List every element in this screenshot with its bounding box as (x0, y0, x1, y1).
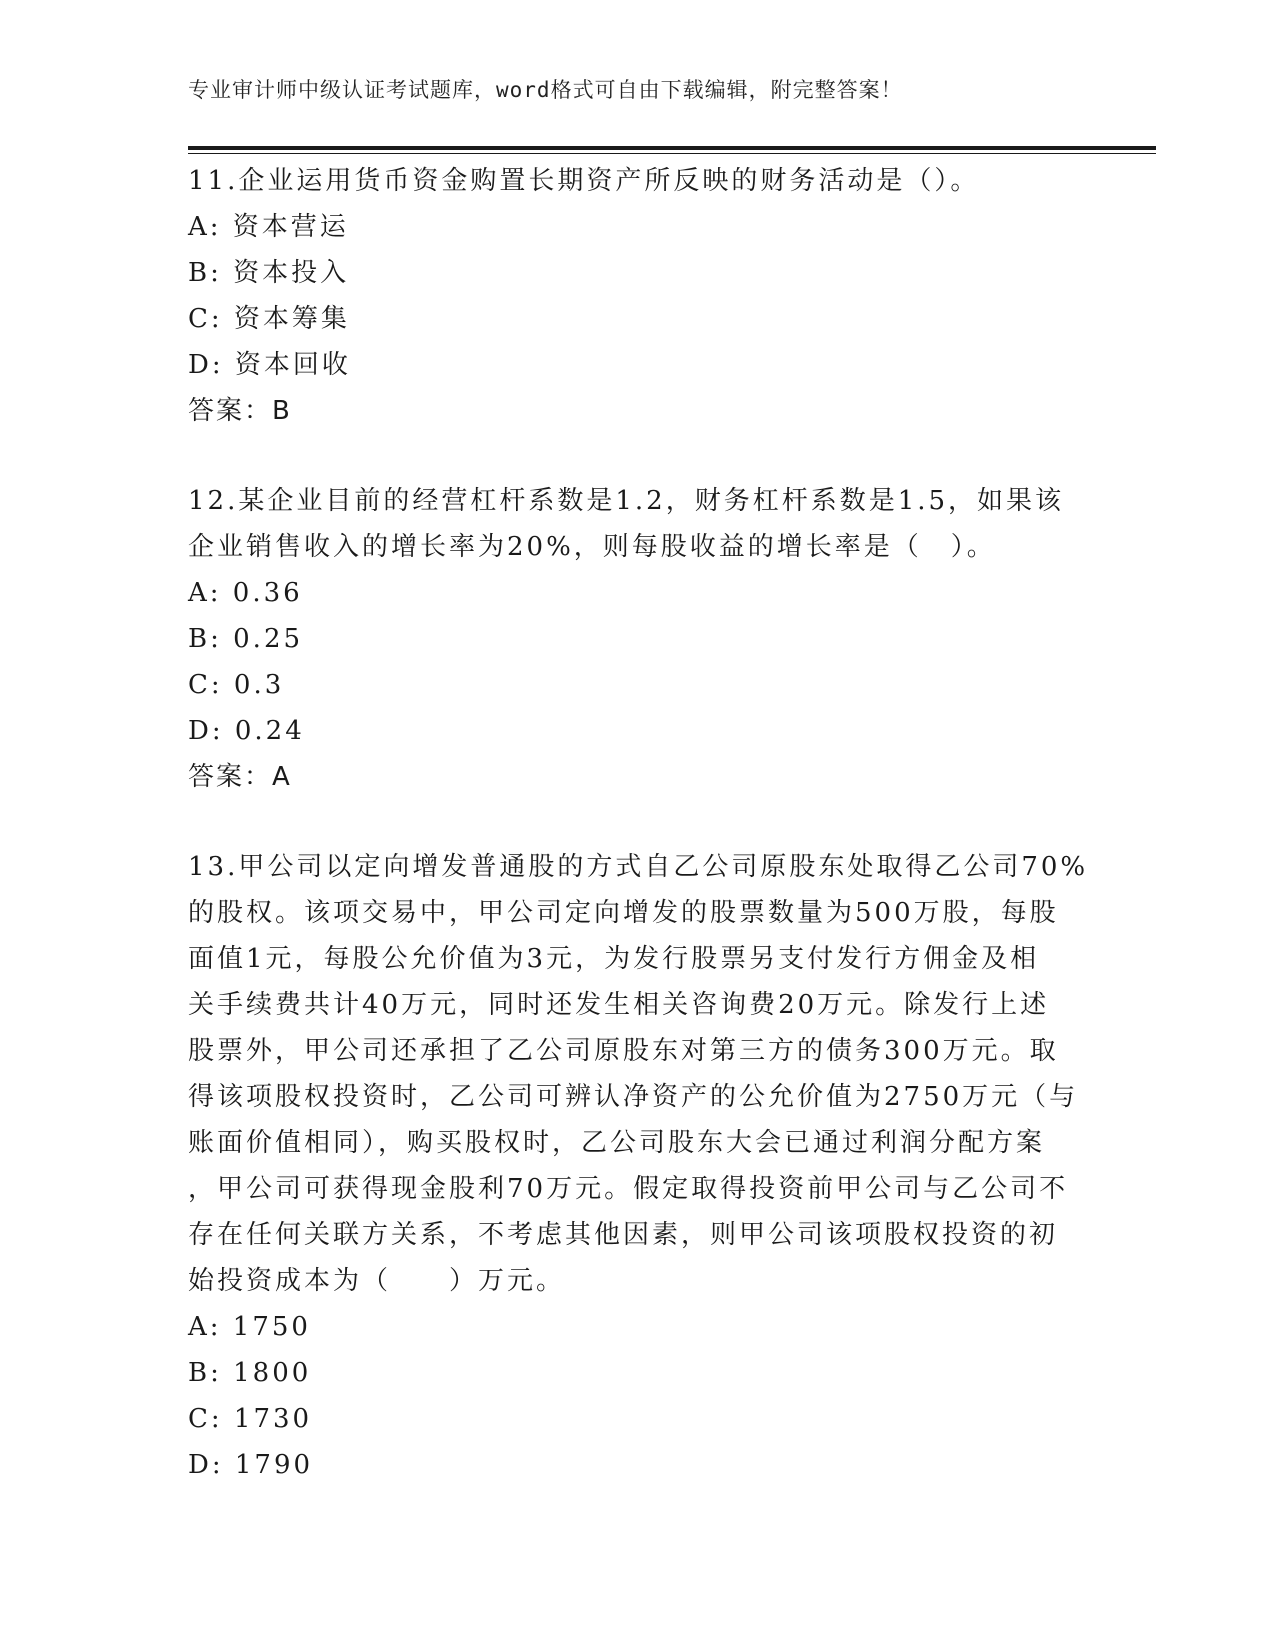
option-c: C: 0.3 (188, 670, 285, 700)
question-text-line: 面值1元，每股公允价值为3元，为发行股票另支付发行方佣金及相 (188, 944, 1040, 974)
header-rule-thick (188, 146, 1156, 150)
question-text-line: 12.某企业目前的经营杠杆系数是1.2，财务杠杆系数是1.5，如果该 (188, 486, 1065, 516)
question-text-line: 股票外，甲公司还承担了乙公司原股东对第三方的债务300万元。取 (188, 1036, 1059, 1066)
answer-label: 答案：B (188, 396, 292, 426)
question-text-line: 企业销售收入的增长率为20%，则每股收益的增长率是（ ）。 (188, 532, 996, 562)
option-b: B: 0.25 (188, 624, 304, 654)
question-text-line: 13.甲公司以定向增发普通股的方式自乙公司原股东处取得乙公司70% (188, 852, 1089, 882)
option-d: D: 0.24 (188, 716, 305, 746)
question-text-line: ，甲公司可获得现金股利70万元。假定取得投资前甲公司与乙公司不 (188, 1174, 1069, 1204)
question-text-line: 账面价值相同），购买股权时，乙公司股东大会已通过利润分配方案 (188, 1128, 1046, 1158)
question-list (188, 158, 1088, 1488)
option-b: B: 1800 (188, 1358, 312, 1388)
question-text-line: 始投资成本为（ ）万元。 (188, 1266, 566, 1296)
option-a: A: 1750 (188, 1312, 311, 1342)
question-12 (188, 478, 1088, 800)
option-b: B: 资本投入 (188, 258, 350, 288)
option-a: A: 0.36 (188, 578, 303, 608)
question-text-line: 11.企业运用货币资金购置长期资产所反映的财务活动是（）。 (188, 166, 980, 196)
answer-label: 答案：A (188, 762, 292, 792)
option-c: C: 资本筹集 (188, 304, 350, 334)
question-text-line: 得该项股权投资时，乙公司可辨认净资产的公允价值为2750万元（与 (188, 1082, 1079, 1112)
option-d: D: 资本回收 (188, 350, 351, 380)
option-c: C: 1730 (188, 1404, 313, 1434)
option-d: D: 1790 (188, 1450, 314, 1480)
question-13 (188, 844, 1088, 1488)
page-header: 专业审计师中级认证考试题库，word格式可自由下载编辑，附完整答案！ (188, 78, 903, 102)
question-text-line: 存在任何关联方关系，不考虑其他因素，则甲公司该项股权投资的初 (188, 1220, 1059, 1250)
question-text-line: 的股权。该项交易中，甲公司定向增发的股票数量为500万股，每股 (188, 898, 1059, 928)
question-11 (188, 158, 1088, 434)
question-text-line: 关手续费共计40万元，同时还发生相关咨询费20万元。除发行上述 (188, 990, 1050, 1020)
option-a: A: 资本营运 (188, 212, 349, 242)
header-rule-thin (188, 153, 1156, 154)
